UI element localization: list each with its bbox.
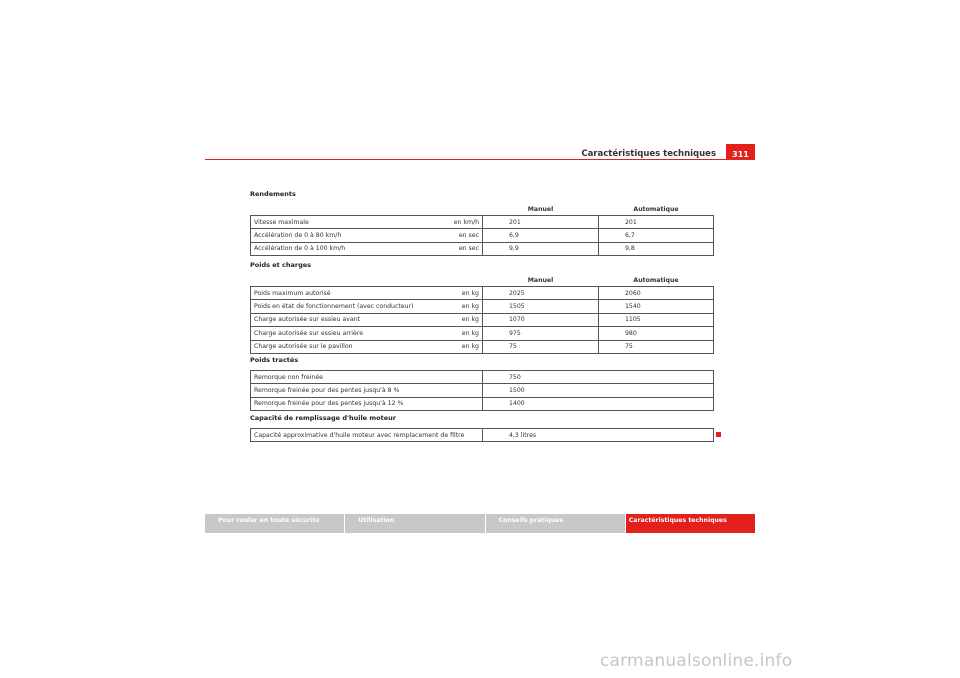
table-row [251, 340, 714, 353]
value-manuel: 201 [483, 216, 599, 229]
column-header-manuel: Manuel [483, 275, 599, 287]
row-unit: en kg [461, 343, 479, 351]
column-header-manuel: Manuel [483, 204, 599, 216]
row-value: 4,3 litres [483, 429, 714, 442]
table-huile-moteur [250, 428, 714, 442]
footer-tab-utilisation[interactable]: Utilisation [345, 514, 484, 533]
row-value: 750 [483, 371, 714, 384]
row-value: 1400 [483, 397, 714, 410]
page-number: 311 [726, 144, 755, 160]
row-unit: en kg [461, 316, 479, 324]
header-rule [205, 159, 755, 160]
table-rendements [250, 204, 714, 256]
value-manuel: 1070 [483, 313, 599, 326]
value-manuel: 1505 [483, 300, 599, 313]
end-of-section-mark [716, 432, 721, 437]
column-header-automatique: Automatique [599, 275, 714, 287]
footer-tab-caracteristiques[interactable]: Caractéristiques techniques [626, 514, 755, 533]
column-header-empty [251, 275, 483, 287]
row-value: 1500 [483, 384, 714, 397]
value-automatique: 201 [599, 216, 714, 229]
section-title-huile-moteur: Capacité de remplissage d'huile moteur [250, 414, 396, 422]
row-unit: en sec [458, 232, 479, 240]
row-label: Remorque freinée pour des pentes jusqu'à 8 % [251, 384, 483, 397]
column-header-automatique: Automatique [599, 204, 714, 216]
row-label: Remorque freinée pour des pentes jusqu'à 12 % [251, 397, 483, 410]
table-row [251, 429, 714, 442]
value-manuel: 2025 [483, 287, 599, 300]
row-label: Charge autorisée sur essieu arrière [254, 329, 363, 337]
value-automatique: 980 [599, 327, 714, 340]
table-row [251, 371, 714, 384]
value-manuel: 9,9 [483, 242, 599, 255]
value-automatique: 1540 [599, 300, 714, 313]
row-label: Charge autorisée sur essieu avant [254, 316, 361, 324]
table-poids-tractes [250, 370, 714, 411]
section-title-rendements: Rendements [250, 190, 296, 198]
value-automatique: 6,7 [599, 229, 714, 242]
row-unit: en kg [461, 289, 479, 297]
section-title-poids-et-charges: Poids et charges [250, 261, 312, 269]
row-label: Accélération de 0 à 100 km/h [254, 245, 346, 253]
row-unit: en kg [461, 303, 479, 311]
value-automatique: 75 [599, 340, 714, 353]
value-manuel: 6,9 [483, 229, 599, 242]
row-label: Capacité approximative d'huile moteur avec remplacement de filtre [251, 429, 483, 442]
footer-tab-conseils[interactable]: Conseils pratiques [486, 514, 625, 533]
value-manuel: 75 [483, 340, 599, 353]
row-label: Poids maximum autorisé [254, 289, 331, 297]
watermark: carmanualsonline.info [600, 651, 793, 671]
table-row [251, 313, 714, 326]
footer-tab-securite[interactable]: Pour rouler en toute sécurité [205, 514, 344, 533]
table-row [251, 384, 714, 397]
row-unit: en kg [461, 329, 479, 337]
value-manuel: 975 [483, 327, 599, 340]
table-poids-et-charges [250, 275, 714, 354]
row-label: Charge autorisée sur le pavillon [254, 343, 353, 351]
value-automatique: 9,8 [599, 242, 714, 255]
value-automatique: 1105 [599, 313, 714, 326]
row-unit: en sec [458, 245, 479, 253]
section-title-poids-tractes: Poids tractés [250, 356, 299, 364]
table-row [251, 229, 714, 242]
table-row [251, 397, 714, 410]
column-header-empty [251, 204, 483, 216]
row-label: Vitesse maximale [254, 218, 309, 226]
table-row [251, 216, 714, 229]
row-label: Poids en état de fonctionnement (avec conducteur) [254, 303, 414, 311]
table-row [251, 287, 714, 300]
row-label: Accélération de 0 à 80 km/h [254, 232, 342, 240]
table-row [251, 327, 714, 340]
table-row [251, 242, 714, 255]
row-label: Remorque non freinée [251, 371, 483, 384]
footer-nav [205, 514, 755, 533]
table-row [251, 300, 714, 313]
header-title: Caractéristiques techniques [581, 149, 716, 159]
value-automatique: 2060 [599, 287, 714, 300]
row-unit: en km/h [453, 218, 479, 226]
